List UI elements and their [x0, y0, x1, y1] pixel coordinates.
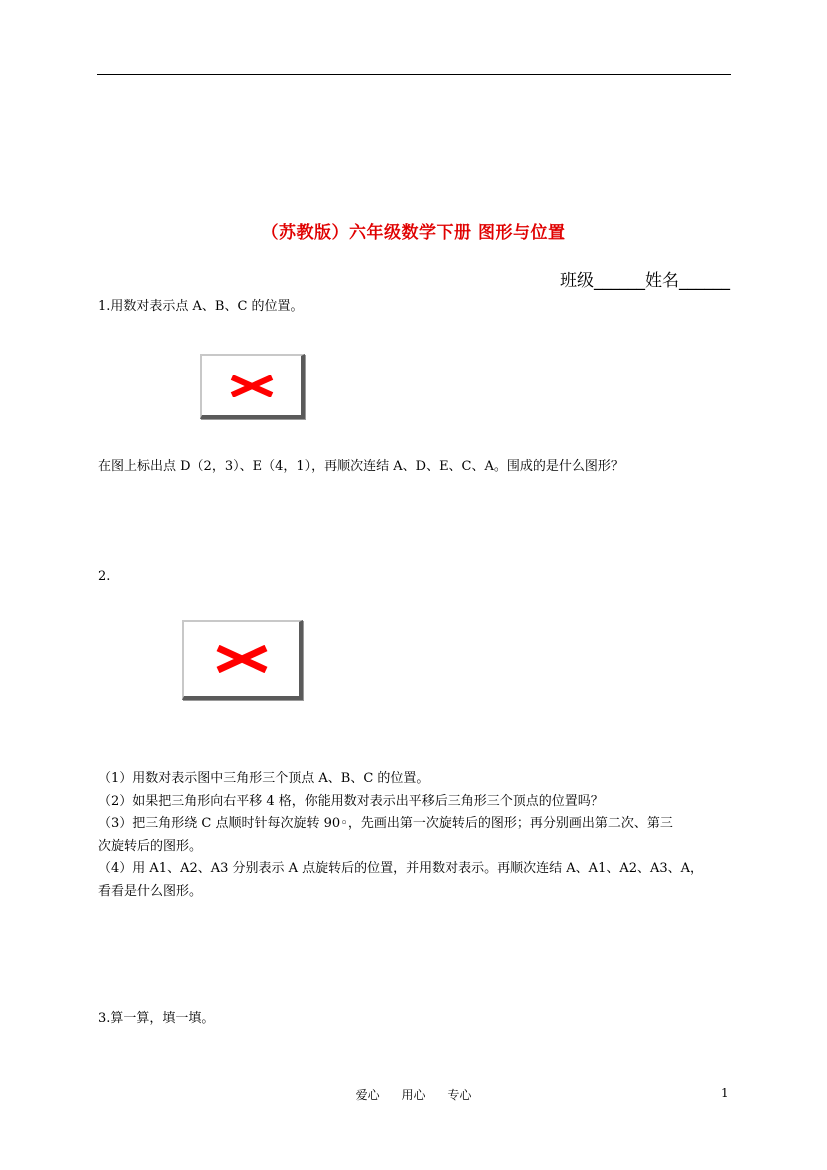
question-2-subquestions: [98, 768, 732, 903]
question-2-line: （4）用 A1、A2、A3 分别表示 A 点旋转后的位置，并用数对表示。再顺次连结 A、A1、A2、A3、A，: [98, 861, 704, 876]
red-x-icon: [228, 375, 276, 397]
question-2-line: 看看是什么图形。: [98, 883, 203, 899]
footer-item: 爱心: [355, 1088, 380, 1102]
question-2-line: 次旋转后的图形。: [98, 838, 203, 854]
question-1-followup: 在图上标出点 D（2，3）、E（4，1），再顺次连结 A、D、E、C、A。围成的是什么图形？: [98, 459, 624, 474]
page-title: （苏教版）六年级数学下册 图形与位置: [261, 223, 566, 243]
question-1-text: 1.用数对表示点 A、B、C 的位置。: [98, 299, 304, 314]
header-rule: [97, 74, 731, 75]
footer-item: 专心: [447, 1088, 472, 1102]
broken-image-icon: [182, 620, 303, 700]
footer-item: 用心: [401, 1088, 426, 1102]
question-2-line: （2）如果把三角形向右平移 4 格，你能用数对表示出平移后三角形三个顶点的位置吗？: [98, 793, 604, 809]
red-x-icon: [214, 645, 270, 673]
class-name-line: 班级______姓名______: [560, 271, 730, 291]
footer-motto: [0, 1086, 827, 1103]
broken-image-icon: [200, 354, 305, 419]
question-2-number: 2.: [98, 569, 111, 584]
question-2-line: （1）用数对表示图中三角形三个顶点 A、B、C 的位置。: [98, 771, 430, 786]
question-2-line: （3）把三角形绕 C 点顺时针每次旋转 90◦，先画出第一次旋转后的图形；再分别画出第二次、第三: [98, 816, 673, 831]
page-number: 1: [721, 1086, 729, 1100]
question-3-text: 3.算一算，填一填。: [98, 1011, 215, 1026]
